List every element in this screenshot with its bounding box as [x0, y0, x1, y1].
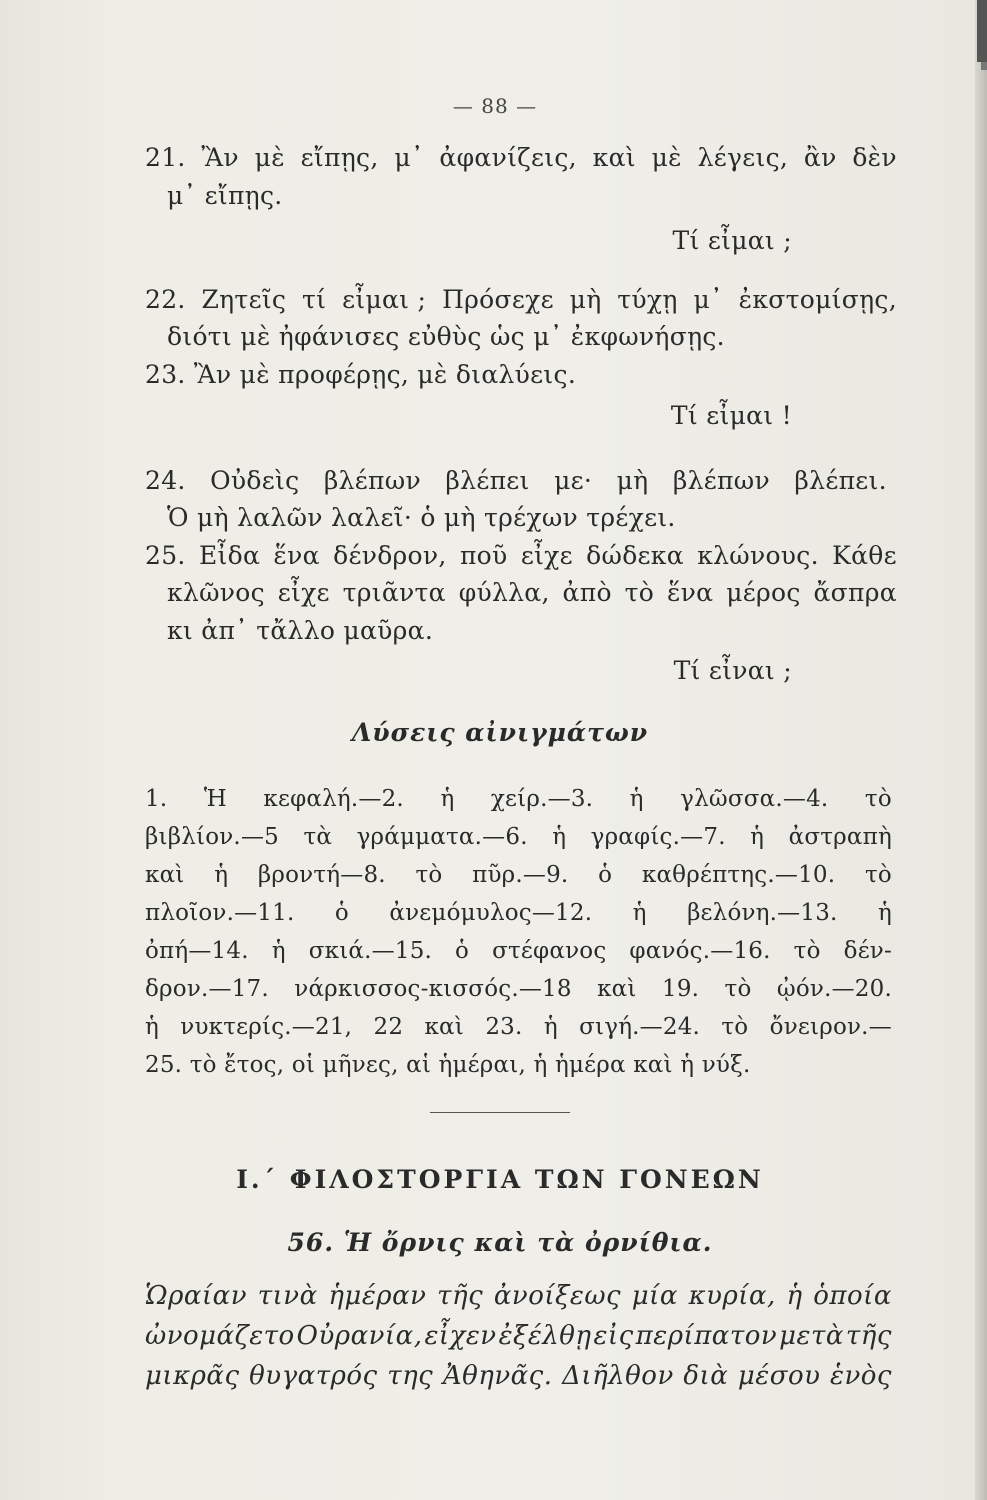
solutions-heading: Λύσεις αἰνιγμάτων [351, 718, 649, 747]
riddle-21-line-1: 21. Ἂν μὲ εἴπῃς, μ᾽ ἀφανίζεις, καὶ μὲ λέγεις, ἂν δὲν [145, 143, 897, 172]
riddle-answer-3: Τί εἶναι ; [673, 656, 792, 685]
riddle-answer-2: Τί εἶμαι ! [670, 401, 792, 430]
story-line-1: Ὡραίαν τινὰ ἡμέραν τῆς ἀνοίξεως μία κυρία, ἡ ὁποία [145, 1281, 892, 1311]
riddle-25-line-3: κι ἀπ᾽ τἄλλο μαῦρα. [167, 616, 434, 645]
story-line-2: ὠνομάζετο Οὐρανία, εἶχεν ἐξέλθῃ εἰς περίπατον μετὰ τῆς [145, 1321, 892, 1351]
riddle-25-line-1: 25. Εἶδα ἕνα δένδρον, ποῦ εἶχε δώδεκα κλώνους. Κάθε [145, 541, 897, 570]
story-line-3: μικρᾶς θυγατρός της Ἀθηνᾶς. Διῆλθον διὰ μέσου ἑνὸς [145, 1361, 892, 1391]
solutions-line-2: βιβλίον.—5 τὰ γράμματα.—6. ἡ γραφίς.—7. ἡ ἀστραπὴ [145, 824, 892, 850]
page-edge [975, 0, 987, 1500]
riddle-24-line-2: Ὁ μὴ λαλῶν λαλεῖ· ὁ μὴ τρέχων τρέχει. [167, 503, 676, 532]
solutions-line-3: καὶ ἡ βροντή—8. τὸ πῦρ.—9. ὁ καθρέπτης.—10. τὸ [145, 862, 892, 888]
riddle-21-line-2: μ᾽ εἴπῃς. [167, 181, 283, 210]
solutions-line-7: ἡ νυκτερίς.—21, 22 καὶ 23. ἡ σιγή.—24. τὸ ὄνειρον.— [145, 1014, 892, 1040]
riddle-25-line-2: κλῶνος εἶχε τριᾶντα φύλλα, ἀπὸ τὸ ἕνα μέρος ἄσπρα [167, 578, 897, 607]
riddle-answer-1: Τί εἶμαι ; [672, 226, 792, 255]
riddle-22-line-1: 22. Ζητεῖς τί εἶμαι ; Πρόσεχε μὴ τύχῃ μ᾽ ἐκστομίσῃς, [145, 285, 897, 314]
riddle-22-line-2: διότι μὲ ἠφάνισες εὐθὺς ὡς μ᾽ ἐκφωνήσῃς. [167, 322, 725, 351]
chapter-title: Ι.΄ ΦΙΛΟΣΤΟΡΓΙΑ ΤΩΝ ΓΟΝΕΩΝ [236, 1165, 764, 1194]
solutions-line-4: πλοῖον.—11. ὁ ἀνεμόμυλος—12. ἡ βελόνη.—13. ἡ [145, 900, 892, 926]
edge-mark [977, 0, 987, 62]
solutions-line-1: 1. Ἡ κεφαλή.—2. ἡ χείρ.—3. ἡ γλῶσσα.—4. τὸ [145, 786, 892, 812]
edge-mark-small [981, 62, 987, 70]
solutions-line-6: δρον.—17. νάρκισσος-κισσός.—18 καὶ 19. τὸ ᾠόν.—20. [145, 976, 892, 1002]
page-number: — 88 — [452, 94, 538, 118]
section-divider [430, 1112, 570, 1113]
riddle-24-line-1: 24. Οὐδεὶς βλέπων βλέπει με· μὴ βλέπων βλέπει. [145, 466, 887, 495]
riddle-23-line: 23. Ἂν μὲ προφέρῃς, μὲ διαλύεις. [145, 360, 577, 389]
solutions-line-8: 25. τὸ ἔτος, οἱ μῆνες, αἱ ἡμέραι, ἡ ἡμέρα καὶ ἡ νύξ. [145, 1052, 751, 1078]
solutions-line-5: ὀπή—14. ἡ σκιά.—15. ὁ στέφανος φανός.—16. τὸ δέν- [145, 938, 892, 964]
story-title: 56. Ἡ ὄρνις καὶ τὰ ὀρνίθια. [287, 1228, 713, 1257]
